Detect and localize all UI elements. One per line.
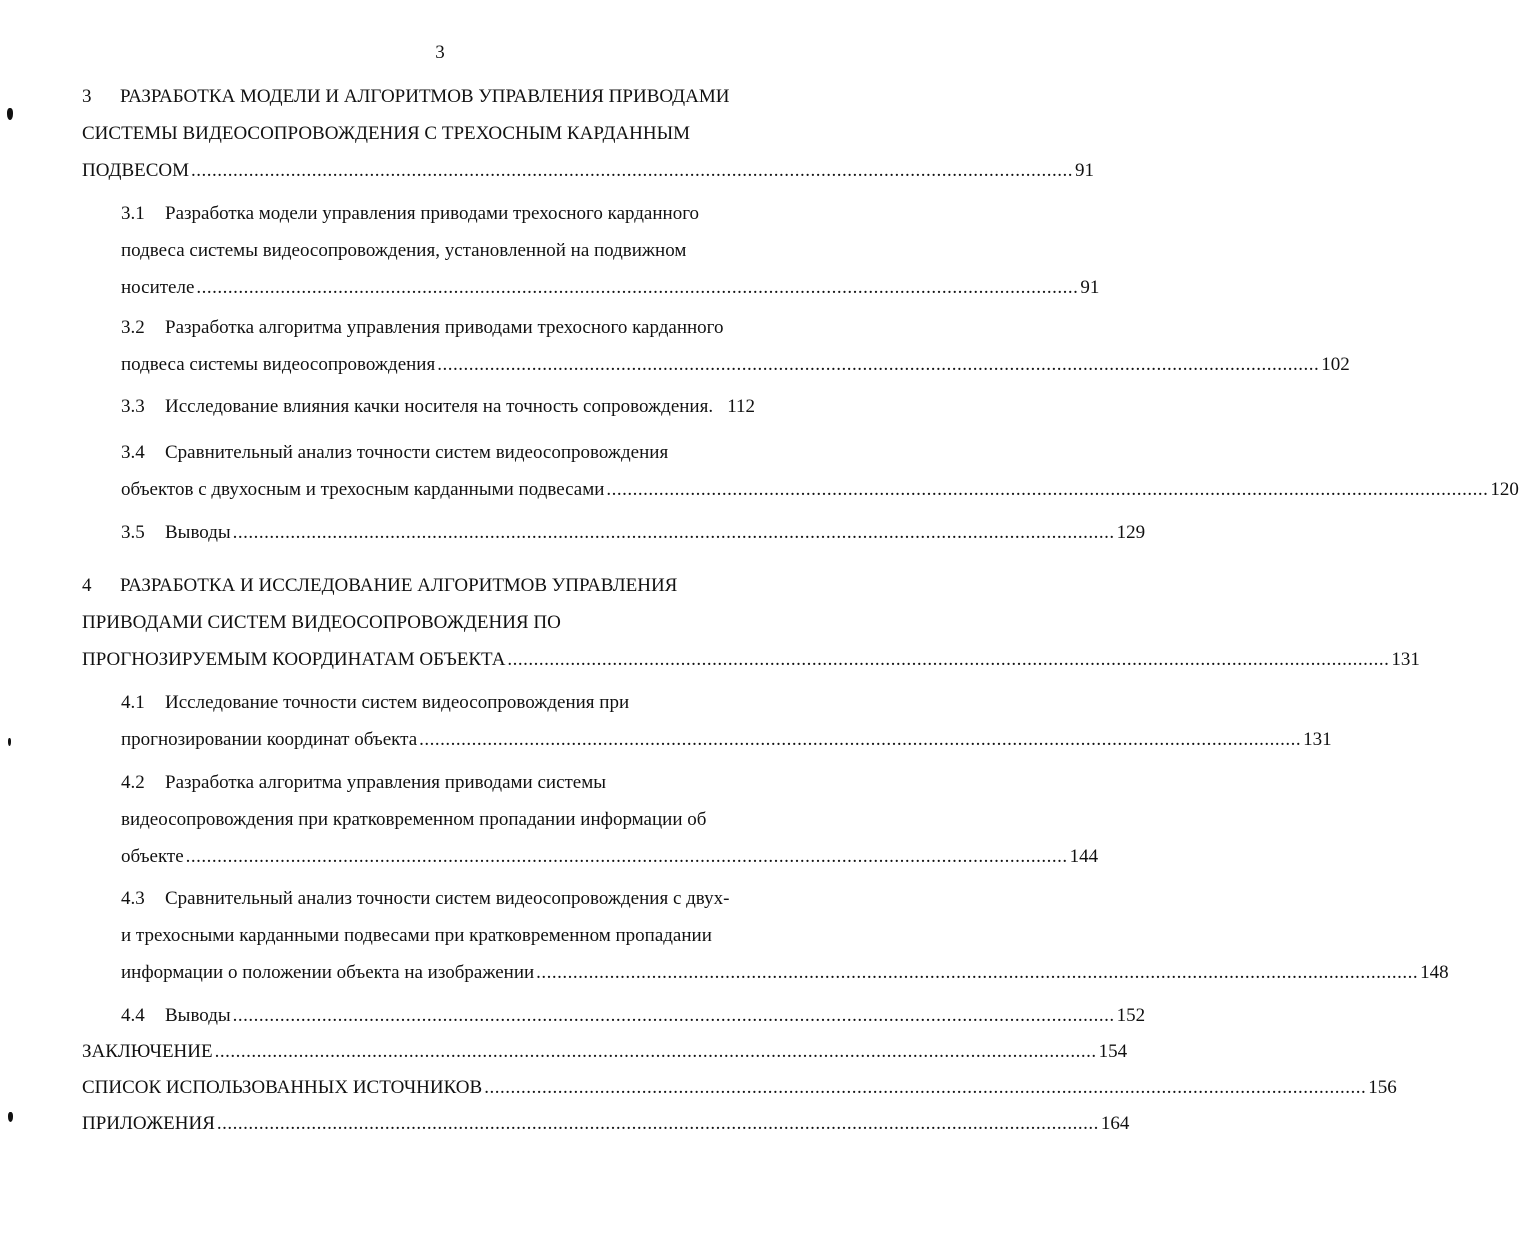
toc-title-line: ПРИВОДАМИ СИСТЕМ ВИДЕОСОПРОВОЖДЕНИЯ ПО [82,612,561,633]
toc-leader-dots: ........................................................................................................................................................................ [419,729,1302,750]
toc-title-line: ПРИЛОЖЕНИЯ [82,1113,215,1134]
toc-title-line: СИСТЕМЫ ВИДЕОСОПРОВОЖДЕНИЯ С ТРЕХОСНЫМ КАРДАННЫМ [82,123,691,144]
toc-page-number: 164 [1100,1113,1130,1134]
toc-title-line: объектов с двухосным и трехосным карданными подвесами [121,479,605,500]
toc-number: 3.5 [121,522,145,543]
toc-section[interactable] [121,684,1332,758]
toc-number: 3.1 [121,203,145,224]
toc-page-number: 102 [1321,354,1350,375]
toc-title-line: видеосопровождения при кратковременном пропадании информации об [121,809,707,830]
toc-title-line: ПРОГНОЗИРУЕМЫМ КООРДИНАТАМ ОБЪЕКТА [82,649,506,670]
toc-title-line: носителе [121,277,195,298]
toc-chapter[interactable] [82,1105,1130,1142]
toc-section[interactable] [121,388,755,425]
toc-title-line: Разработка алгоритма управления приводами трехосного карданного [165,317,724,338]
toc-title-line: прогнозировании координат объекта [121,729,418,750]
toc-chapter[interactable] [82,567,1420,678]
toc-number: 4.1 [121,692,145,713]
toc-title-line: РАЗРАБОТКА МОДЕЛИ И АЛГОРИТМОВ УПРАВЛЕНИЯ ПРИВОДАМИ [120,86,730,107]
toc-number: 4.4 [121,1005,145,1026]
toc-title-line: СПИСОК ИСПОЛЬЗОВАННЫХ ИСТОЧНИКОВ [82,1077,483,1098]
toc-page-number: 148 [1420,962,1449,983]
toc-title-line: Сравнительный анализ точности систем видеосопровождения [165,442,669,463]
toc-section[interactable] [121,997,1146,1034]
toc-page-number: 131 [1391,649,1420,670]
toc-number: 4.3 [121,888,145,909]
toc-section[interactable] [121,309,1350,383]
toc-title-line: Выводы [165,1005,231,1026]
toc-title-line: Сравнительный анализ точности систем видеосопровождения с двух- [165,888,730,909]
toc-title-line: и трехосными карданными подвесами при кратковременном пропадании [121,925,712,946]
toc-page-number: 91 [1075,160,1095,181]
toc-leader-dots: ........................................................................................................................................................................ [606,479,1489,500]
toc-number: 3.4 [121,442,145,463]
toc-leader-dots: ........................................................................................................................................................................ [185,846,1068,867]
page-number: 3 [435,42,445,63]
toc-leader-dots: ........................................................................................................................................................................ [507,649,1390,670]
toc-section[interactable] [121,880,1449,991]
toc-title-line: подвеса системы видеосопровождения [121,354,436,375]
scan-mark [8,738,11,746]
toc-page-number: 131 [1303,729,1332,750]
toc-number: 3 [82,86,92,107]
toc-title-line: Выводы [165,522,231,543]
toc-number: 4 [82,575,92,596]
toc-page-number: 144 [1069,846,1099,867]
toc-chapter[interactable] [82,1033,1128,1070]
scan-mark [7,108,13,120]
toc-title-line: РАЗРАБОТКА И ИССЛЕДОВАНИЕ АЛГОРИТМОВ УПРАВЛЕНИЯ [120,575,678,596]
toc-chapter[interactable] [82,1069,1397,1106]
toc-page-number: 120 [1490,479,1519,500]
toc-number: 4.2 [121,772,145,793]
toc-title-line: Исследование точности систем видеосопровождения при [165,692,630,713]
toc-leader-dots: ........................................................................................................................................................................ [232,522,1115,543]
toc-section[interactable] [121,195,1100,306]
toc-number: 3.3 [121,396,145,417]
toc-chapter[interactable] [82,78,1095,189]
toc-page-number: 112 [727,396,755,417]
toc-section[interactable] [121,764,1099,875]
toc-leader-dots: ........................................................................................................................................................................ [232,1005,1115,1026]
toc-title-line: Разработка алгоритма управления приводами системы [165,772,607,793]
toc-leader-dots: ........................................................................................................................................................................ [191,160,1074,181]
toc-number: 3.2 [121,317,145,338]
toc-title-line: ПОДВЕСОМ [82,160,190,181]
toc-leader-dots: ........................................................................................................................................................................ [196,277,1079,298]
toc-page-number: 156 [1368,1077,1397,1098]
toc-title-line: информации о положении объекта на изображении [121,962,535,983]
scan-mark [8,1112,13,1122]
toc-page-number: 152 [1116,1005,1146,1026]
toc-page-number: 154 [1098,1041,1128,1062]
toc-section[interactable] [121,514,1146,551]
toc-leader-dots: ........................................................................................................................................................................ [214,1041,1097,1062]
toc-title-line: объекте [121,846,184,867]
toc-title-line: подвеса системы видеосопровождения, установленной на подвижном [121,240,687,261]
toc-leader-dots: ........................................................................................................................................................................ [484,1077,1367,1098]
toc-section[interactable] [121,434,1519,508]
toc-title-line: Разработка модели управления приводами трехосного карданного [165,203,700,224]
toc-leader-dots: ........................................................................................................................................................................ [216,1113,1099,1134]
toc-title-line: Исследование влияния качки носителя на точность сопровождения. [165,396,714,417]
toc-leader-dots: ........................................................................................................................................................................ [437,354,1320,375]
toc-page-number: 91 [1080,277,1100,298]
toc-leader-dots: ........................................................................................................................................................................ [536,962,1419,983]
toc-page-number: 129 [1116,522,1146,543]
toc-title-line: ЗАКЛЮЧЕНИЕ [82,1041,213,1062]
